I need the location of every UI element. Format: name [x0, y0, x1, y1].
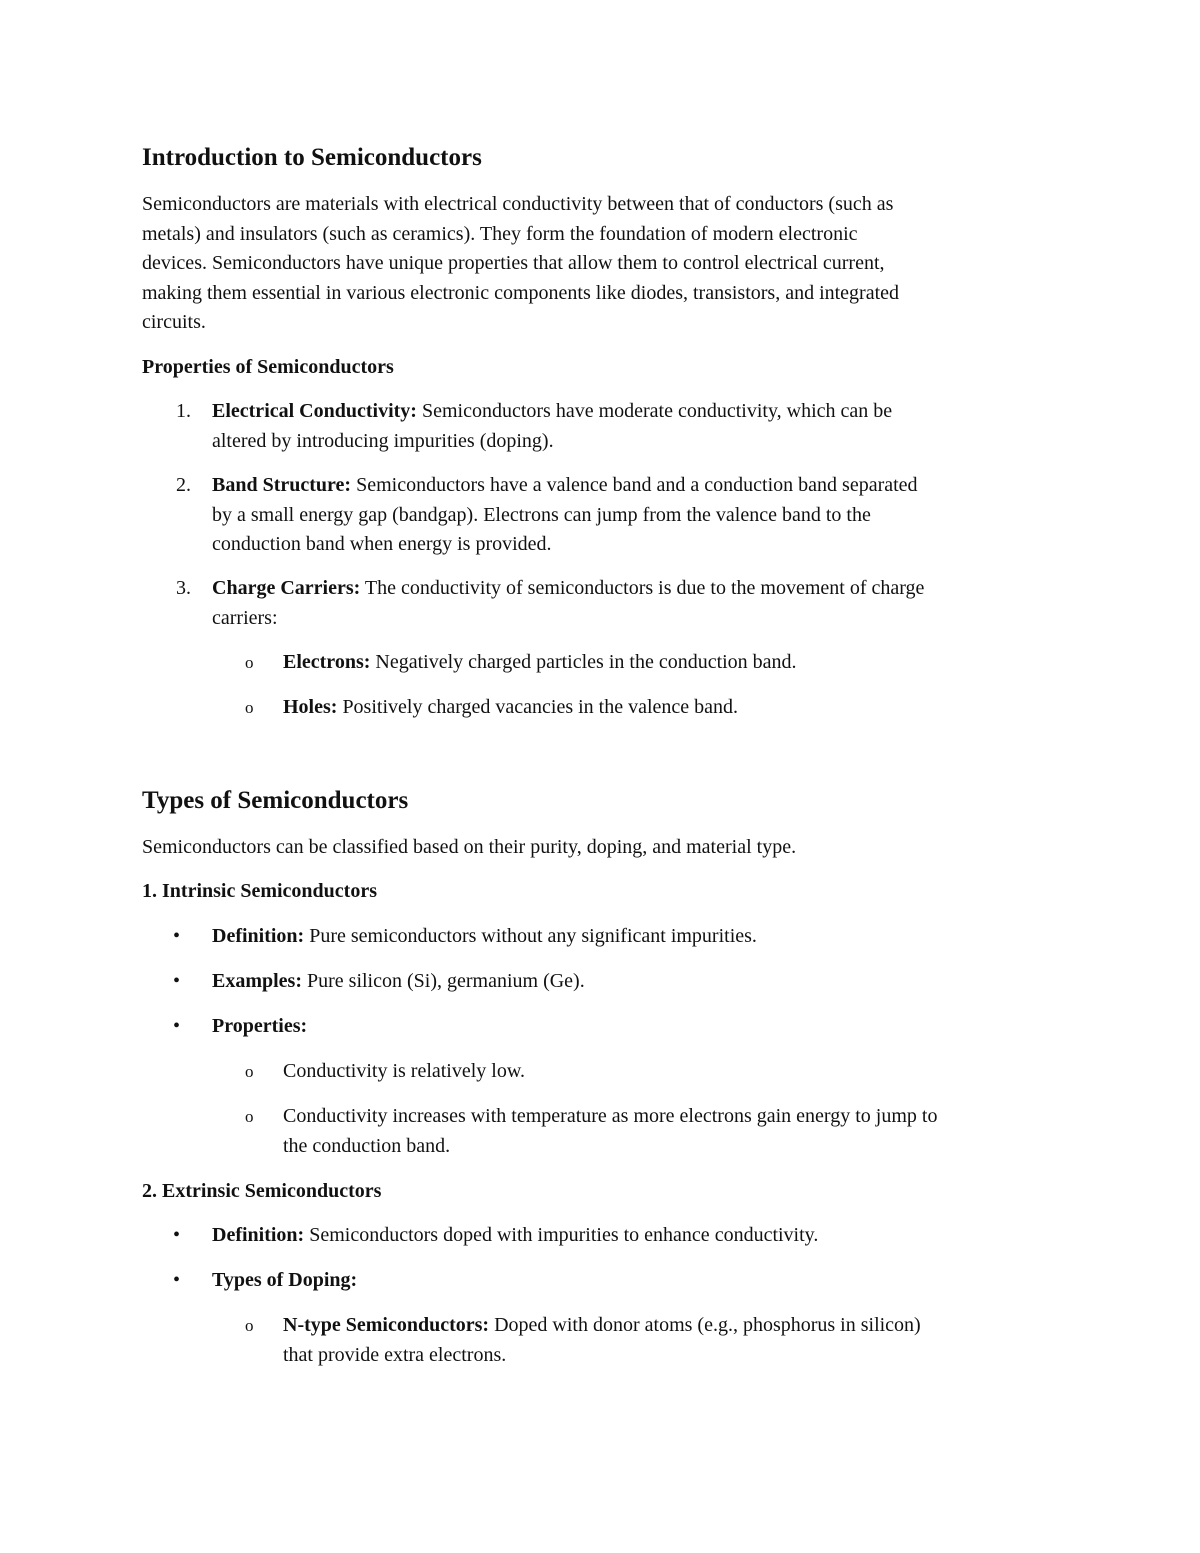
- item-term: Electrical Conductivity:: [212, 400, 417, 422]
- item-line: Semiconductors have moderate conductivity, which can be: [421, 400, 893, 422]
- list-item: [176, 574, 1062, 633]
- item-term: Charge Carriers:: [212, 577, 361, 599]
- bullet-icon: •: [173, 1015, 181, 1037]
- item-text: Negatively charged particles in the conduction band.: [375, 651, 797, 673]
- item-term: Holes:: [283, 696, 338, 718]
- item-line: altered by introducing impurities (doping).: [212, 429, 554, 452]
- bullet-icon: •: [173, 1269, 181, 1291]
- bullet-item: [173, 922, 1062, 952]
- item-line: Conductivity increases with temperature as more electrons gain energy to jump to: [283, 1105, 938, 1127]
- circle-bullet-icon: o: [245, 1316, 254, 1335]
- bullet-icon: •: [173, 925, 181, 947]
- item-text: Positively charged vacancies in the valence band.: [342, 696, 739, 718]
- bullet-item: [173, 967, 1062, 997]
- intro-line-4: making them essential in various electronic components like diodes, transistors, and integrated: [142, 281, 900, 304]
- sub-list-item: [245, 648, 1063, 678]
- item-line: by a small energy gap (bandgap). Electrons can jump from the valence band to the: [212, 503, 871, 526]
- circle-bullet-icon: o: [245, 1107, 254, 1126]
- item-term: Band Structure:: [212, 474, 352, 496]
- list-number: 1.: [176, 400, 191, 422]
- item-line: The conductivity of semiconductors is due to the movement of charge: [364, 577, 925, 599]
- sub-list-item: [245, 1311, 1063, 1370]
- item-text: Pure silicon (Si), germanium (Ge).: [307, 970, 585, 992]
- item-term: Properties:: [212, 1015, 308, 1037]
- intro-line-2: metals) and insulators (such as ceramics). They form the foundation of modern electronic: [142, 222, 858, 245]
- bullet-item: [173, 1221, 1062, 1251]
- circle-bullet-icon: o: [245, 653, 254, 672]
- sub-list-item: [245, 693, 1063, 723]
- sub-list-item: [245, 1057, 1063, 1087]
- intro-line-5: circuits.: [142, 311, 206, 333]
- item-line: the conduction band.: [283, 1134, 451, 1157]
- item-term: Electrons:: [283, 651, 371, 673]
- list-number: 3.: [176, 577, 191, 599]
- bullet-item: [173, 1012, 1062, 1042]
- item-line: that provide extra electrons.: [283, 1343, 507, 1366]
- item-term: Examples:: [212, 970, 302, 992]
- bullet-icon: •: [173, 970, 181, 992]
- list-number: 2.: [176, 474, 191, 496]
- item-text: Pure semiconductors without any significant impurities.: [309, 925, 757, 947]
- properties-heading: Properties of Semiconductors: [142, 356, 394, 378]
- bullet-item: [173, 1266, 1062, 1296]
- item-line: Conductivity is relatively low.: [283, 1060, 526, 1082]
- intrinsic-heading: 1. Intrinsic Semiconductors: [142, 880, 377, 902]
- item-term: N-type Semiconductors:: [283, 1314, 490, 1336]
- circle-bullet-icon: o: [245, 1062, 254, 1081]
- intro-line-1: Semiconductors are materials with electrical conductivity between that of conductors (such as: [142, 193, 894, 215]
- types-intro: Semiconductors can be classified based on their purity, doping, and material type.: [142, 836, 797, 858]
- intro-line-3: devices. Semiconductors have unique properties that allow them to control electrical current,: [142, 252, 885, 274]
- item-line: Semiconductors have a valence band and a conduction band separated: [356, 474, 918, 496]
- item-text: Semiconductors doped with impurities to enhance conductivity.: [309, 1224, 819, 1246]
- item-term: Types of Doping:: [212, 1269, 358, 1291]
- list-item: [176, 397, 1062, 456]
- item-line: carriers:: [212, 606, 278, 629]
- bullet-icon: •: [173, 1224, 181, 1246]
- extrinsic-heading: 2. Extrinsic Semiconductors: [142, 1180, 382, 1202]
- circle-bullet-icon: o: [245, 698, 254, 717]
- sub-list-item: [245, 1102, 1063, 1161]
- item-line: Doped with donor atoms (e.g., phosphorus in silicon): [494, 1314, 921, 1336]
- item-term: Definition:: [212, 1224, 305, 1246]
- item-line: conduction band when energy is provided.: [212, 533, 552, 555]
- section-title-introduction: Introduction to Semiconductors: [142, 144, 482, 171]
- item-term: Definition:: [212, 925, 305, 947]
- intro-paragraph: [142, 190, 1062, 338]
- list-item: [176, 471, 1062, 560]
- section-title-types: Types of Semiconductors: [142, 787, 409, 814]
